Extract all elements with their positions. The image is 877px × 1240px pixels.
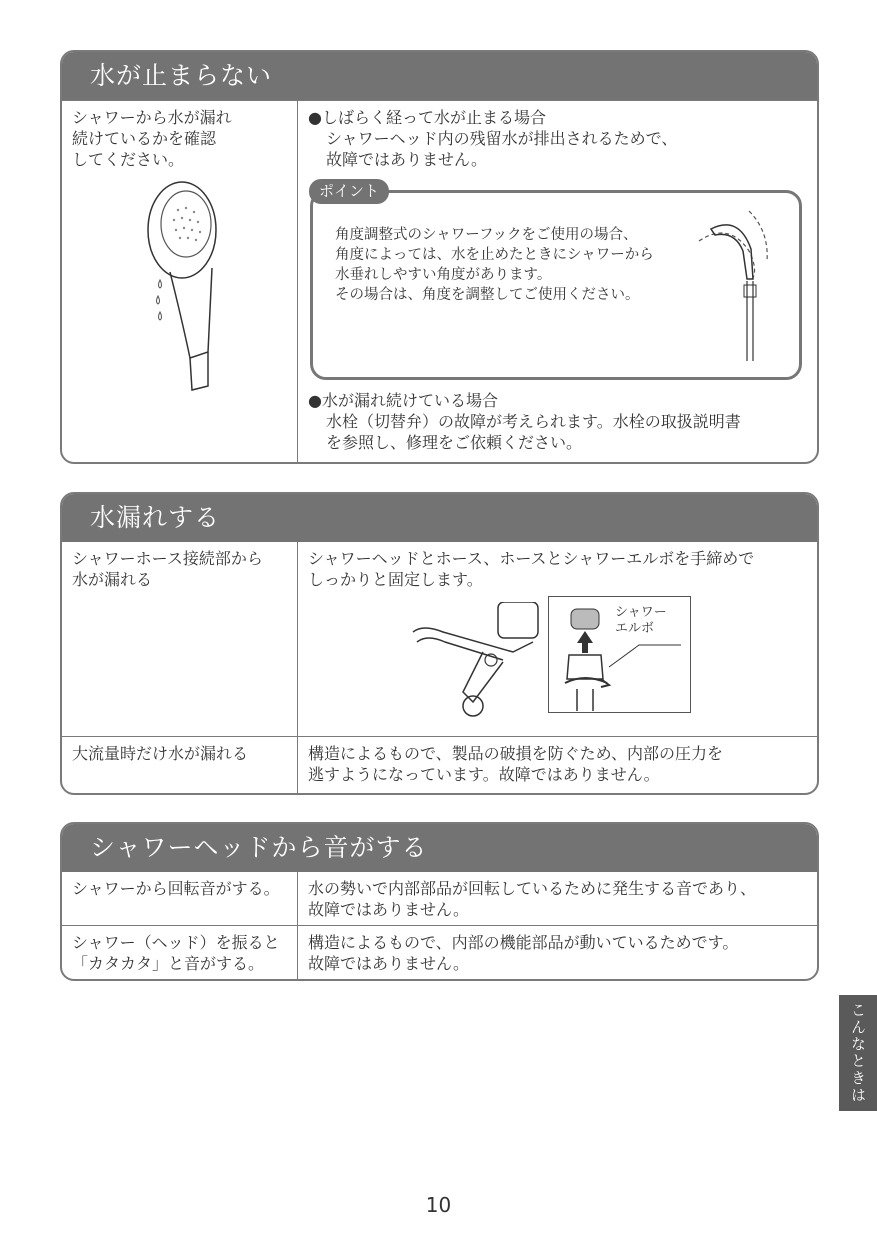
point-line: 水垂れしやすい角度があります。 xyxy=(335,267,552,283)
remedy-cell xyxy=(298,926,817,979)
symptom-text: シャワー（ヘッド）を振ると xyxy=(72,933,280,952)
symptom-text: シャワーから水が漏れ xyxy=(72,108,232,127)
shower-hook-illustration xyxy=(689,201,799,371)
point-label: ポイント xyxy=(309,179,389,204)
point-line: その場合は、角度を調整してご使用ください。 xyxy=(335,287,640,303)
symptom-cell xyxy=(62,872,298,925)
symptom-text: シャワーホース接続部から xyxy=(72,549,263,568)
remedy-text: 構造によるもので、内部の機能部品が動いているためです。 xyxy=(308,933,739,952)
remedy-text: 水の勢いで内部部品が回転しているために発生する音であり、 xyxy=(308,879,757,898)
symptom-cell xyxy=(62,542,298,736)
section-title: シャワーヘッドから音がする xyxy=(62,824,817,872)
remedy-cell xyxy=(298,542,817,736)
remedy-text: を参照し、修理をご依頼ください。 xyxy=(326,433,583,452)
symptom-text: 水が漏れる xyxy=(72,570,153,589)
symptom-cell xyxy=(62,737,298,794)
remedy-text: 故障ではありません。 xyxy=(326,150,487,169)
table-row xyxy=(62,872,817,925)
section-title: 水が止まらない xyxy=(62,52,817,100)
remedy-heading: ●しばらく経って水が止まる場合 xyxy=(308,108,546,127)
section-water-not-stopping xyxy=(60,50,819,464)
symptom-text: してください。 xyxy=(72,150,185,169)
point-text xyxy=(335,225,654,305)
table-row xyxy=(62,542,817,736)
symptom-text: 続けているかを確認 xyxy=(72,129,217,148)
label-line: エルボ xyxy=(615,621,655,636)
remedy-cell xyxy=(298,872,817,925)
table-row xyxy=(62,925,817,979)
remedy-cell xyxy=(298,101,817,464)
pointer-line xyxy=(569,637,689,697)
symptom-text: 「カタカタ」と音がする。 xyxy=(72,954,265,973)
symptom-cell xyxy=(62,101,298,464)
section-noise xyxy=(60,822,819,981)
section-water-leak xyxy=(60,492,819,795)
remedy-text: しっかりと固定します。 xyxy=(308,570,483,589)
elbow-detail-box xyxy=(548,596,691,713)
section-title: 水漏れする xyxy=(62,494,817,542)
remedy-text: 故障ではありません。 xyxy=(308,954,469,973)
faucet-illustration xyxy=(403,602,553,722)
shower-head-illustration xyxy=(130,180,250,400)
remedy-text: 構造によるもので、製品の破損を防ぐため、内部の圧力を xyxy=(308,744,724,763)
remedy-heading: ●水が漏れ続けている場合 xyxy=(308,391,498,410)
table-row xyxy=(62,736,817,794)
point-box xyxy=(310,182,802,380)
symptom-text: 大流量時だけ水が漏れる xyxy=(72,744,249,763)
remedy-text: 逃すようになっています。故障ではありません。 xyxy=(308,765,660,784)
remedy-text: 故障ではありません。 xyxy=(308,900,469,919)
remedy-text: 水栓（切替弁）の故障が考えられます。水栓の取扱説明書 xyxy=(326,412,741,431)
remedy-cell xyxy=(298,737,817,794)
page-number: 10 xyxy=(425,1193,452,1217)
point-line: 角度調整式のシャワーフックをご使用の場合、 xyxy=(335,227,638,243)
table-row xyxy=(62,100,817,464)
symptom-text: シャワーから回転音がする。 xyxy=(72,879,280,898)
remedy-text: シャワーヘッドとホース、ホースとシャワーエルボを手締めで xyxy=(308,549,755,568)
elbow-label xyxy=(615,605,667,637)
label-line: シャワー xyxy=(615,605,667,620)
point-line: 角度によっては、水を止めたときにシャワーから xyxy=(335,247,654,263)
remedy-text: シャワーヘッド内の残留水が排出されるためで、 xyxy=(326,129,678,148)
side-tab[interactable]: こんなときは xyxy=(839,995,877,1111)
symptom-cell xyxy=(62,926,298,979)
